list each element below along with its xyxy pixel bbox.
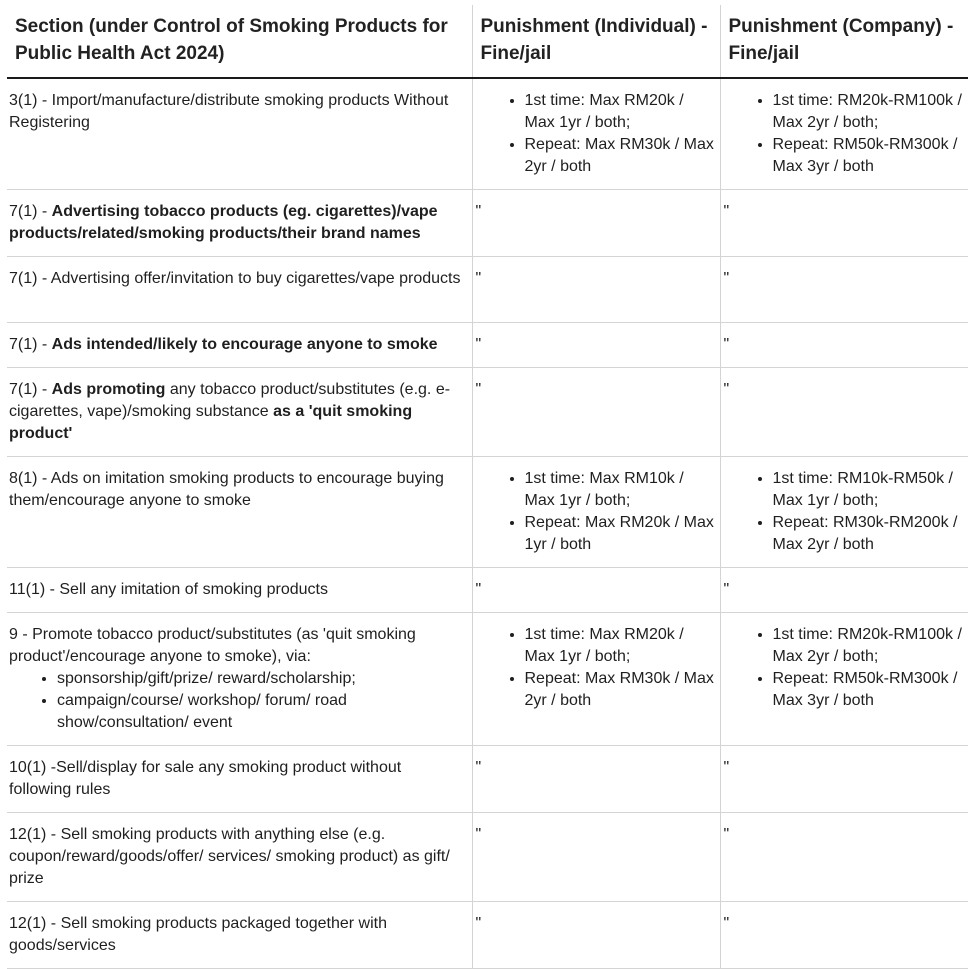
company-cell: " — [720, 190, 968, 257]
section-cell — [7, 568, 472, 613]
section-cell — [7, 78, 472, 190]
section-bullet-list — [9, 668, 468, 734]
table-row — [7, 746, 968, 813]
list-item: • Repeat: RM50k-RM300k / Max 3yr / both — [773, 134, 965, 178]
list-item: • sponsorship/gift/prize/ reward/scholarship; — [57, 668, 468, 690]
individual-cell: " — [472, 568, 720, 613]
table-row — [7, 457, 968, 568]
individual-cell: " — [472, 190, 720, 257]
section-text: 7(1) - — [9, 336, 52, 353]
list-item: • 1st time: RM20k-RM100k / Max 2yr / both; — [773, 90, 965, 134]
company-cell: " — [720, 257, 968, 323]
section-text-bold: Ads promoting — [51, 381, 166, 398]
section-text: 7(1) - — [9, 381, 52, 398]
table-row — [7, 78, 968, 190]
section-text-bold: Ads intended/likely to encourage anyone to smoke — [51, 336, 438, 353]
section-cell — [7, 190, 472, 257]
table-row — [7, 813, 968, 902]
individual-cell: " — [472, 746, 720, 813]
company-cell — [720, 78, 968, 190]
table-row — [7, 902, 968, 969]
list-item: • campaign/course/ workshop/ forum/ road show/consultation/ event — [57, 690, 468, 734]
company-cell: " — [720, 902, 968, 969]
company-cell: " — [720, 813, 968, 902]
individual-cell: " — [472, 368, 720, 457]
section-cell — [7, 746, 472, 813]
company-cell: " — [720, 568, 968, 613]
individual-cell — [472, 613, 720, 746]
table-row — [7, 613, 968, 746]
penalty-list — [475, 90, 716, 178]
company-cell: " — [720, 746, 968, 813]
section-text: 8(1) - Ads on imitation smoking products to encourage buying them/encourage anyone to smoke — [9, 470, 444, 509]
company-cell — [720, 613, 968, 746]
section-cell — [7, 813, 472, 902]
individual-cell: " — [472, 257, 720, 323]
list-item: • Repeat: RM50k-RM300k / Max 3yr / both — [773, 668, 965, 712]
section-text: 7(1) - — [9, 203, 52, 220]
section-text: any tobacco product/substitutes (e.g. e-cigarettes, vape)/smoking substance — [9, 381, 451, 420]
section-text: 3(1) - Import/manufacture/distribute smoking products Without Registering — [9, 92, 449, 131]
table-row — [7, 568, 968, 613]
section-cell — [7, 323, 472, 368]
table-row — [7, 190, 968, 257]
section-cell — [7, 613, 472, 746]
header-section: Section (under Control of Smoking Products for Public Health Act 2024) — [7, 5, 472, 78]
list-item: • 1st time: Max RM10k / Max 1yr / both; — [525, 468, 716, 512]
section-cell — [7, 368, 472, 457]
penalty-table — [7, 5, 968, 969]
table-row — [7, 257, 968, 323]
list-item: • Repeat: RM30k-RM200k / Max 2yr / both — [773, 512, 965, 556]
section-text-bold: as a 'quit smoking product' — [9, 403, 413, 442]
list-item: • 1st time: RM10k-RM50k / Max 1yr / both; — [773, 468, 965, 512]
penalty-list — [723, 624, 965, 712]
header-row — [7, 5, 968, 78]
section-text: 9 - Promote tobacco product/substitutes (as 'quit smoking product'/encourage anyone to smoke), via: — [9, 626, 416, 665]
table-row — [7, 368, 968, 457]
section-text: 12(1) - Sell smoking products with anything else (e.g. coupon/reward/goods/offer/ services/ smoking product) as gift/ prize — [9, 826, 450, 887]
company-cell: " — [720, 368, 968, 457]
section-text: 7(1) - Advertising offer/invitation to buy cigarettes/vape products — [9, 270, 461, 287]
individual-cell — [472, 78, 720, 190]
individual-cell: " — [472, 902, 720, 969]
list-item: • 1st time: Max RM20k / Max 1yr / both; — [525, 624, 716, 668]
section-cell — [7, 902, 472, 969]
section-text: 12(1) - Sell smoking products packaged together with goods/services — [9, 915, 387, 954]
section-text: 11(1) - Sell any imitation of smoking products — [9, 581, 328, 598]
header-company: Punishment (Company) - Fine/jail — [720, 5, 968, 78]
section-text: 10(1) -Sell/display for sale any smoking product without following rules — [9, 759, 402, 798]
penalty-table-container — [7, 5, 968, 969]
penalty-list — [723, 468, 965, 556]
company-cell: " — [720, 323, 968, 368]
individual-cell — [472, 457, 720, 568]
list-item: • Repeat: Max RM20k / Max 1yr / both — [525, 512, 716, 556]
list-item: • 1st time: RM20k-RM100k / Max 2yr / both; — [773, 624, 965, 668]
penalty-list — [475, 468, 716, 556]
penalty-list — [475, 624, 716, 712]
section-cell — [7, 457, 472, 568]
individual-cell: " — [472, 813, 720, 902]
section-cell — [7, 257, 472, 323]
individual-cell: " — [472, 323, 720, 368]
section-text-bold: Advertising tobacco products (eg. cigarettes)/vape products/related/smoking products/their brand names — [9, 203, 438, 242]
list-item: • Repeat: Max RM30k / Max 2yr / both — [525, 134, 716, 178]
company-cell — [720, 457, 968, 568]
header-individual: Punishment (Individual) - Fine/jail — [472, 5, 720, 78]
table-row — [7, 323, 968, 368]
list-item: • Repeat: Max RM30k / Max 2yr / both — [525, 668, 716, 712]
penalty-list — [723, 90, 965, 178]
list-item: • 1st time: Max RM20k / Max 1yr / both; — [525, 90, 716, 134]
